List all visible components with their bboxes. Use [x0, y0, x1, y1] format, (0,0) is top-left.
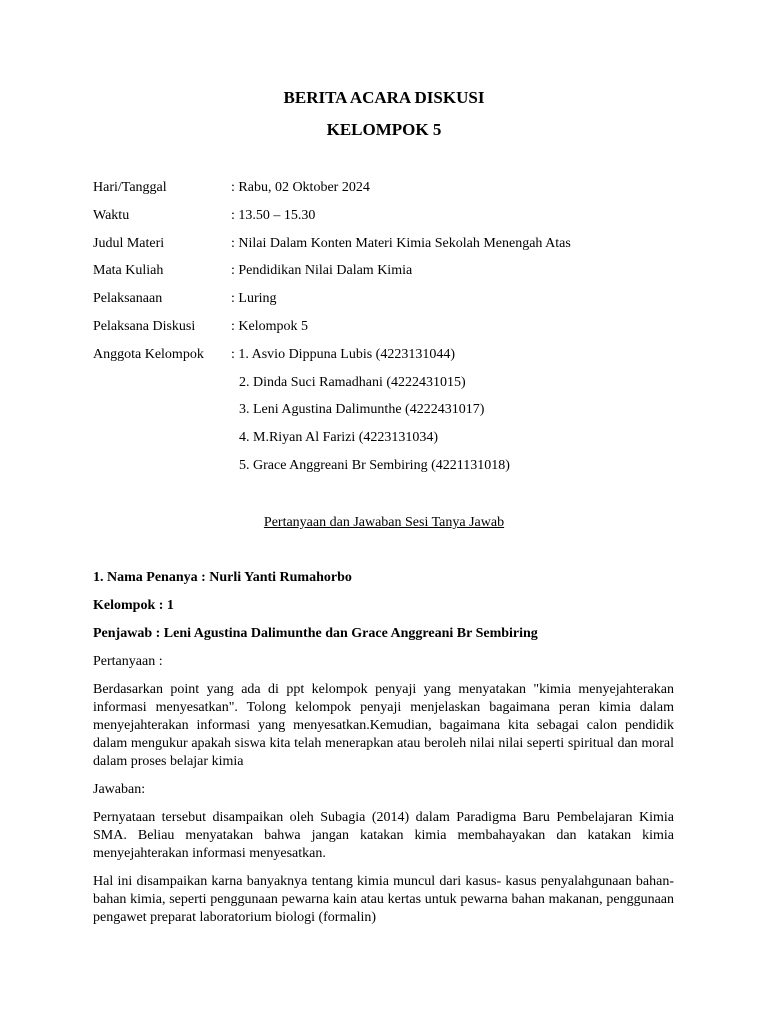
document-subtitle: KELOMPOK 5: [326, 120, 442, 139]
info-row-pelaksana: [93, 318, 693, 346]
info-row-waktu: [93, 207, 693, 235]
info-table: [93, 179, 693, 485]
document-title: BERITA ACARA DISKUSI: [283, 88, 485, 107]
pertanyaan-label: Pertanyaan :: [93, 654, 163, 669]
info-label: Pelaksana Diskusi: [93, 318, 196, 334]
member-item: 3. Leni Agustina Dalimunthe (4222431017): [239, 402, 485, 418]
info-value: : Nilai Dalam Konten Materi Kimia Sekolah Menengah Atas: [231, 235, 571, 251]
info-label: Hari/Tanggal: [93, 180, 167, 195]
info-label: Pelaksanaan: [93, 291, 163, 307]
pertanyaan-text: Berdasarkan point yang ada di ppt kelompok penyaji yang menyatakan "kimia menyejahterakan informasi menyesatkan". Tolong kelompok penyaji menjelaskan bagaimana peran kimia dalam menyejahterakan informasi yang menyesatkan.Kemudian, bagaimana kita sebagai calon pendidik dalam mengukur apakah siswa kita telah menerapkan atau beroleh nilai nilai seperti spiritual dan moral dalam proses belajar kimia: [93, 682, 674, 769]
info-label: Anggota Kelompok: [93, 346, 204, 362]
info-value: : Luring: [231, 291, 277, 307]
member-item: 5. Grace Anggreani Br Sembiring (4221131018): [239, 457, 510, 473]
kelompok-line: Kelompok : 1: [93, 598, 174, 613]
info-row-hari: [93, 179, 693, 207]
info-row-member: [93, 429, 693, 457]
jawaban-label: Jawaban:: [93, 782, 146, 797]
member-item: 4. M.Riyan Al Farizi (4223131034): [239, 430, 439, 446]
member-item: : 1. Asvio Dippuna Lubis (4223131044): [231, 346, 455, 362]
info-row-anggota: [93, 346, 693, 374]
info-row-matkul: [93, 262, 693, 290]
info-row-pelaksanaan: [93, 290, 693, 318]
info-row-member: [93, 401, 693, 429]
info-row-member: [93, 457, 693, 485]
info-value: : Kelompok 5: [231, 318, 308, 334]
member-item: 2. Dinda Suci Ramadhani (4222431015): [239, 374, 466, 390]
penanya-line: 1. Nama Penanya : Nurli Yanti Rumahorbo: [93, 570, 352, 585]
info-value: : Pendidikan Nilai Dalam Kimia: [231, 263, 413, 279]
info-label: Judul Materi: [93, 235, 165, 251]
qa-section: [93, 569, 674, 937]
info-value: : Rabu, 02 Oktober 2024: [231, 180, 370, 195]
info-row-judul: [93, 235, 693, 263]
info-row-member: [93, 374, 693, 402]
penjawab-line: Penjawab : Leni Agustina Dalimunthe dan Grace Anggreani Br Sembiring: [93, 626, 538, 641]
jawaban-paragraph: Hal ini disampaikan karna banyaknya tentang kimia muncul dari kasus- kasus penyalahgunaan bahan-bahan kimia, seperti penggunaan pewarna kain atau kertas untuk pewarna bahan makanan, penggunaan pengawet preparat laboratorium biologi (formalin): [93, 874, 674, 925]
info-value: : 13.50 – 15.30: [231, 207, 316, 223]
info-label: Mata Kuliah: [93, 263, 164, 279]
info-label: Waktu: [93, 207, 130, 223]
section-heading: Pertanyaan dan Jawaban Sesi Tanya Jawab: [263, 515, 505, 530]
jawaban-paragraph: Pernyataan tersebut disampaikan oleh Subagia (2014) dalam Paradigma Baru Pembelajaran Kimia SMA. Beliau menyatakan bahwa jangan katakan kimia membahayakan dan katakan kimia menyejahterakan informasi menyesatkan.: [93, 810, 674, 861]
